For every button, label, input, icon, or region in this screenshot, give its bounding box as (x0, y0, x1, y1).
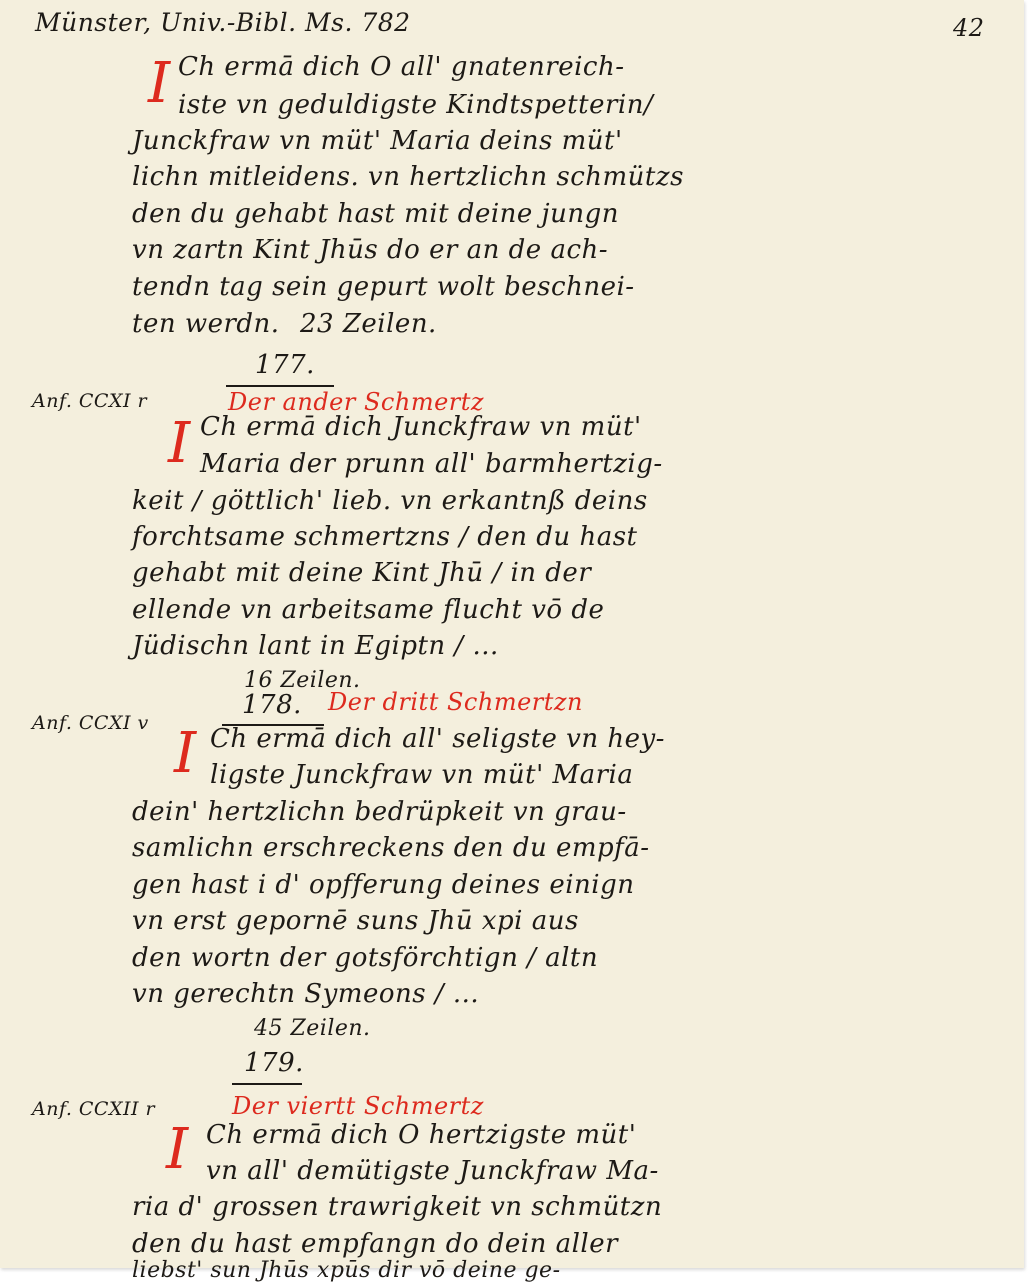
page-number: 42 (953, 14, 985, 42)
red-initial: I (166, 1117, 189, 1182)
text-line: keit / göttlich' lieb. vn erkantnß deins (132, 486, 648, 516)
text-line: ellende vn arbeitsame flucht vō de (132, 595, 605, 625)
text-line: den du gehabt hast mit deine jungn (132, 199, 619, 229)
number-rule (226, 385, 334, 387)
text-line: Ch ermā dich O hertzigste müt' (206, 1120, 637, 1150)
number-rule (232, 1083, 302, 1085)
entry-number: 177. (255, 350, 315, 380)
red-initial: I (148, 51, 171, 116)
margin-reference: Anf. CCXI r (32, 390, 148, 412)
red-initial: I (174, 721, 197, 786)
text-line: ria d' grossen trawrigkeit vn schmützn (132, 1192, 663, 1222)
end-mark: . (428, 309, 437, 339)
line-count: 23 Zeilen (300, 309, 429, 339)
text-line: Ch ermā dich O all' gnatenreich- (178, 52, 625, 82)
entry-number: 178. (242, 690, 302, 720)
text-line: Jüdischn lant in Egiptn / ... (132, 631, 499, 661)
text-line: samlichn erschreckens den du empfā- (132, 833, 650, 863)
text-line: Ch ermā dich Junckfraw vn müt' (200, 412, 642, 442)
margin-reference: Anf. CCXI v (32, 712, 149, 734)
text-line: Ch ermā dich all' seligste vn hey- (210, 724, 665, 754)
source-header: Münster, Univ.-Bibl. Ms. 782 (35, 8, 411, 37)
margin-reference: Anf. CCXII r (32, 1098, 156, 1120)
line-count: 16 Zeilen. (244, 668, 361, 693)
rubric: Der ander Schmertz (228, 388, 485, 416)
text-line: Maria der prunn all' barmhertzig- (200, 449, 663, 479)
text-line: vn gerechtn Symeons / ... (132, 979, 480, 1009)
text-line: den wortn der gotsförchtign / altn (132, 943, 599, 973)
text-line: gehabt mit deine Kint Jhū / in der (132, 558, 592, 588)
text-line: tendn tag sein gepurt wolt beschnei- (132, 272, 635, 302)
text-line: gen hast i d' opfferung deines einign (132, 870, 635, 900)
text-line: liebst' sun Jhūs xpūs dir vō deine ge- (132, 1258, 561, 1283)
text-line: ligste Junckfraw vn müt' Maria (210, 760, 634, 790)
text-line: vn erst gepornē suns Jhū xpi aus (132, 906, 579, 936)
text-line: ten werdn. (132, 309, 280, 339)
text-line: lichn mitleidens. vn hertzlichn schmützs (132, 162, 684, 192)
text-line: vn zartn Kint Jhūs do er an de ach- (132, 235, 609, 265)
entry-number: 179. (244, 1048, 304, 1078)
rubric: Der viertt Schmertz (232, 1092, 484, 1120)
rubric: Der dritt Schmertzn (328, 688, 583, 716)
red-initial: I (168, 411, 191, 476)
text-line: den du hast empfangn do dein aller (132, 1229, 619, 1259)
text-line: vn all' demütigste Junckfraw Ma- (206, 1156, 659, 1186)
text-line: Junckfraw vn müt' Maria deins müt' (132, 126, 623, 156)
text-line: iste vn geduldigste Kindtspetterin/ (178, 90, 654, 120)
text-line: dein' hertzlichn bedrüpkeit vn grau- (132, 797, 627, 827)
line-count: 45 Zeilen. (254, 1016, 371, 1041)
text-line: forchtsame schmertzns / den du hast (132, 522, 638, 552)
